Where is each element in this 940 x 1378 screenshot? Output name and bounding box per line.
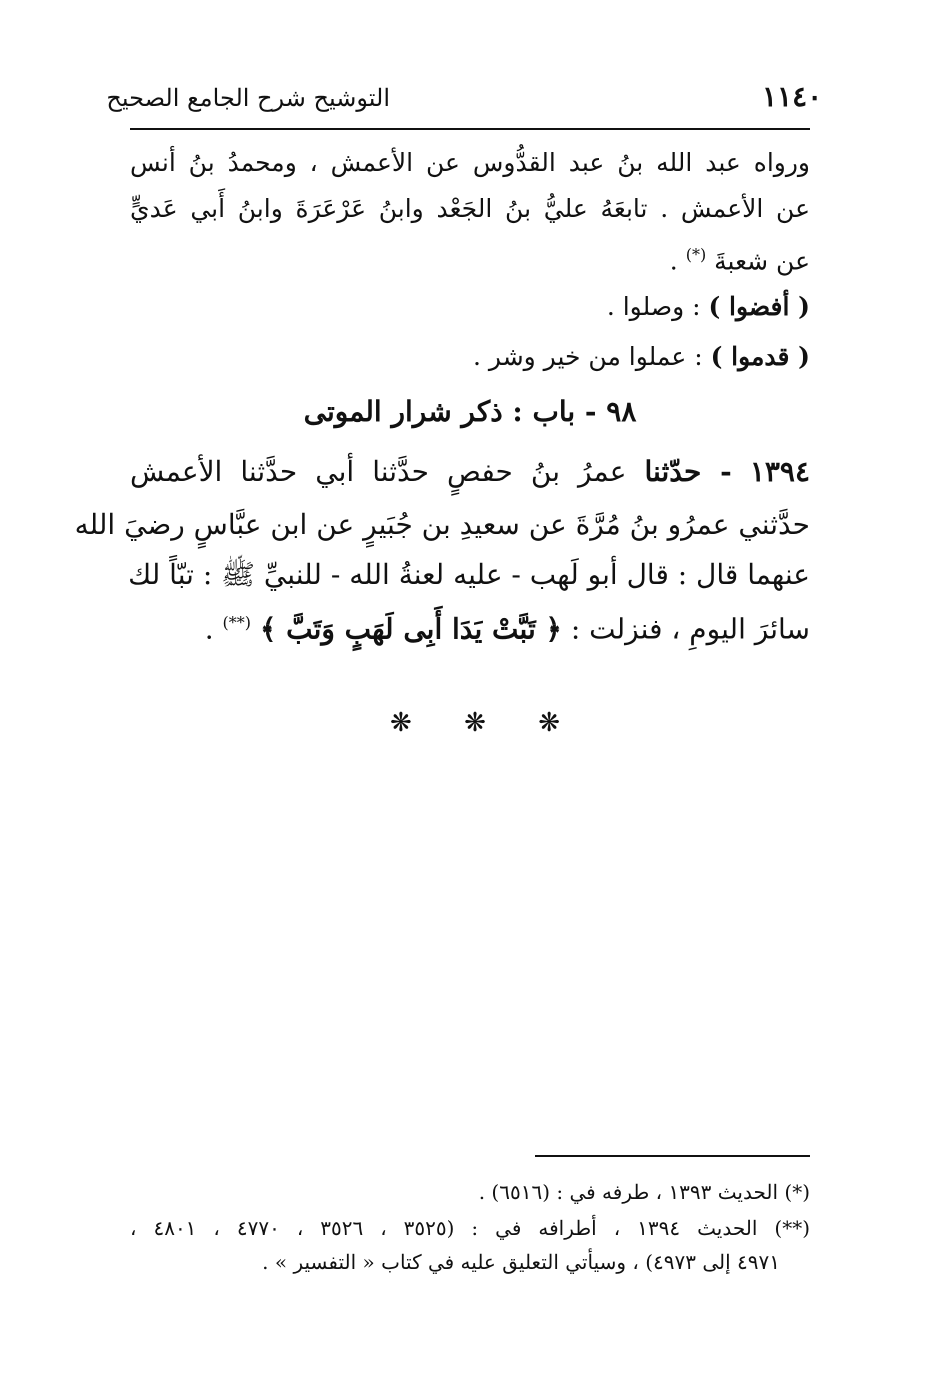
- paragraph-line: عن الأعمش . تابعَهُ عليُّ بنُ الجَعْد وابنُ عَرْعَرَةَ وابنُ أَبي عَديٍّ: [130, 194, 810, 223]
- hadith-lead: - حدّثنا: [644, 455, 732, 488]
- hadith-line: [130, 455, 810, 489]
- paragraph-line: [130, 238, 810, 278]
- separator-star-icon: ❋: [538, 708, 560, 738]
- hadith-line: حدَّثني عمرُو بنُ مُرَّةَ عن سعيدِ بن جُبَيرٍ عن ابن عبَّاسٍ رضيَ الله: [74, 508, 810, 541]
- gloss-definition: : وصلوا .: [606, 292, 701, 321]
- chapter-heading: ٩٨ - باب : ذكر شرار الموتى: [303, 395, 637, 428]
- gloss-line: [130, 340, 810, 374]
- gloss-line: [130, 290, 810, 324]
- hadith-number: ١٣٩٤: [749, 455, 810, 488]
- header-rule: [130, 128, 810, 130]
- footnote: ٤٩٧١ إلى ٤٩٧٣) ، وسيأتي التعليق عليه في كتاب « التفسير » .: [262, 1250, 780, 1274]
- gloss-term: ( قدموا ): [710, 342, 810, 371]
- gloss-term: ( أفضوا ): [708, 292, 810, 321]
- separator-star-icon: ❋: [464, 708, 486, 738]
- footnote-ref: (*): [685, 245, 707, 264]
- separator-star-icon: ❋: [390, 708, 412, 738]
- footnote-ref: (**): [222, 613, 252, 632]
- paragraph-line: ورواه عبد الله بنُ عبد القدُّوس عن الأعمش ، ومحمدُ بنُ أنس: [130, 148, 810, 177]
- page-number: ١١٤٠: [762, 80, 823, 113]
- quran-verse: ﴿ تَبَّتْ يَدَا أَبِى لَهَبٍ وَتَبَّ ﴾: [259, 612, 562, 646]
- hadith-text: سائرَ اليومِ ، فنزلت :: [570, 612, 810, 646]
- paragraph-text: عن شعبةَ: [714, 246, 810, 276]
- footnote: (**) الحديث ١٣٩٤ ، أطرافه في : (٣٥٢٥ ، ٣٥٢٦ ، ٤٧٧٠ ، ٤٨٠١ ،: [130, 1216, 810, 1240]
- gloss-definition: : عملوا من خير وشر .: [473, 342, 703, 371]
- punctuation: .: [669, 246, 678, 276]
- hadith-text: عمرُ بنُ حفصٍ حدَّثنا أبي حدَّثنا الأعمش: [130, 455, 627, 488]
- footnote: (*) الحديث ١٣٩٣ ، طرفه في : (٦٥١٦) .: [478, 1180, 810, 1204]
- hadith-line: عنهما قال : قال أبو لَهب - عليه لعنةُ الله - للنبيِّ ﷺ : تبّاً لك: [128, 558, 810, 591]
- hadith-line: [130, 606, 810, 646]
- footnote-rule: [535, 1155, 810, 1157]
- running-title: التوشيح شرح الجامع الصحيح: [106, 84, 390, 112]
- section-separator: [390, 708, 560, 738]
- punctuation: .: [204, 612, 214, 646]
